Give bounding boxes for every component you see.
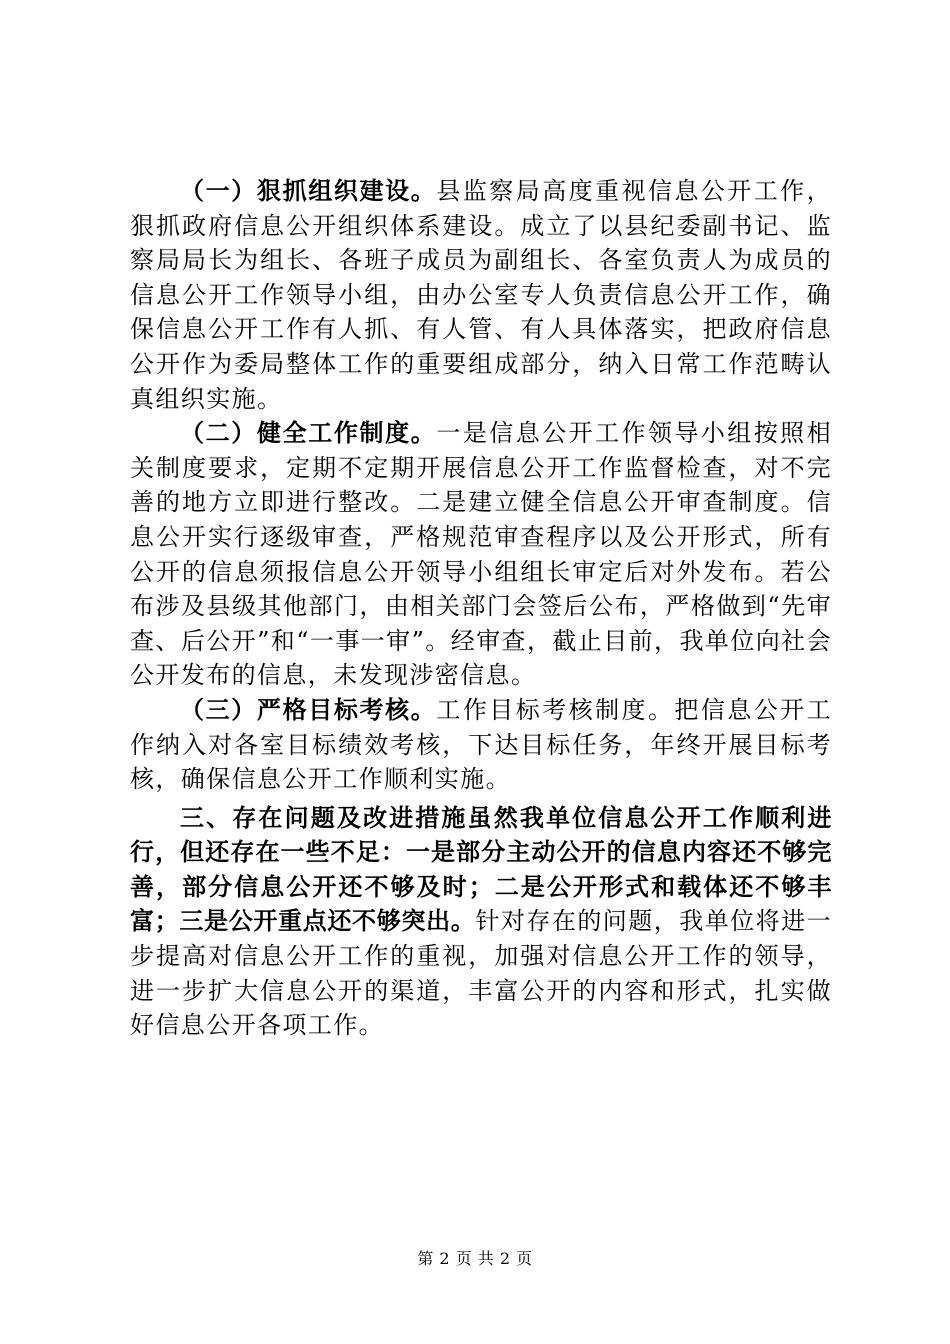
paragraph-text: 一是信息公开工作领导小组按照相关制度要求，定期不定期开展信息公开工作监督检查，对不完善的地方立即进行整改。二是建立健全信息公开审查制度。信息公开实行逐级审查，严格规范审查程序以及公开形式，所有公开的信息须报信息公开领导小组组长审定后对外发布。若公布涉及县级其他部门，由相关部门会签后公布，严格做到“先审查、后公开”和“一事一审”。经审查，截止目前，我单位向社会公开发布的信息，未发现涉密信息。 xyxy=(130,419,833,690)
paragraph-assessment xyxy=(130,693,832,797)
section-heading: 三、存在问题及改进措施虽然我单位信息公开工作顺利进行，但还存在一些不足：一是部分主动公开的信息内容还不够完善，部分信息公开还不够及时；二是公开形式和载体还不够丰富；三是公开重点还不够突出。 xyxy=(130,803,832,936)
paragraph-heading: （一）狠抓组织建设。 xyxy=(180,177,437,205)
paragraph-heading: （二）健全工作制度。 xyxy=(180,419,437,448)
paragraph-text: 县监察局高度重视信息公开工作，狠抓政府信息公开组织体系建设。成立了以县纪委副书记、监察局局长为组长、各班子成员为副组长、各室负责人为成员的信息公开工作领导小组，由办公室专人负责信息公开工作，确保信息公开工作有人抓、有人管、有人具体落实，把政府信息公开作为委局整体工作的重要组成部分，纳入日常工作范畴认真组织实施。 xyxy=(130,177,833,413)
paragraph-problems xyxy=(130,801,832,1043)
paragraph-system xyxy=(130,416,832,693)
paragraph-organization xyxy=(130,174,832,416)
document-body xyxy=(130,174,832,1043)
paragraph-text: 针对存在的问题，我单位将进一步提高对信息公开工作的重视，加强对信息公开工作的领导，进一步扩大信息公开的渠道，丰富公开的内容和形式，扎实做好信息公开各项工作。 xyxy=(130,907,832,1040)
page-number-footer: 第 2 页 共 2 页 xyxy=(417,1249,533,1268)
paragraph-text: 工作目标考核制度。把信息公开工作纳入对各室目标绩效考核，下达目标任务，年终开展目标考核，确保信息公开工作顺利实施。 xyxy=(130,695,833,794)
paragraph-heading: （三）严格目标考核。 xyxy=(180,695,437,724)
